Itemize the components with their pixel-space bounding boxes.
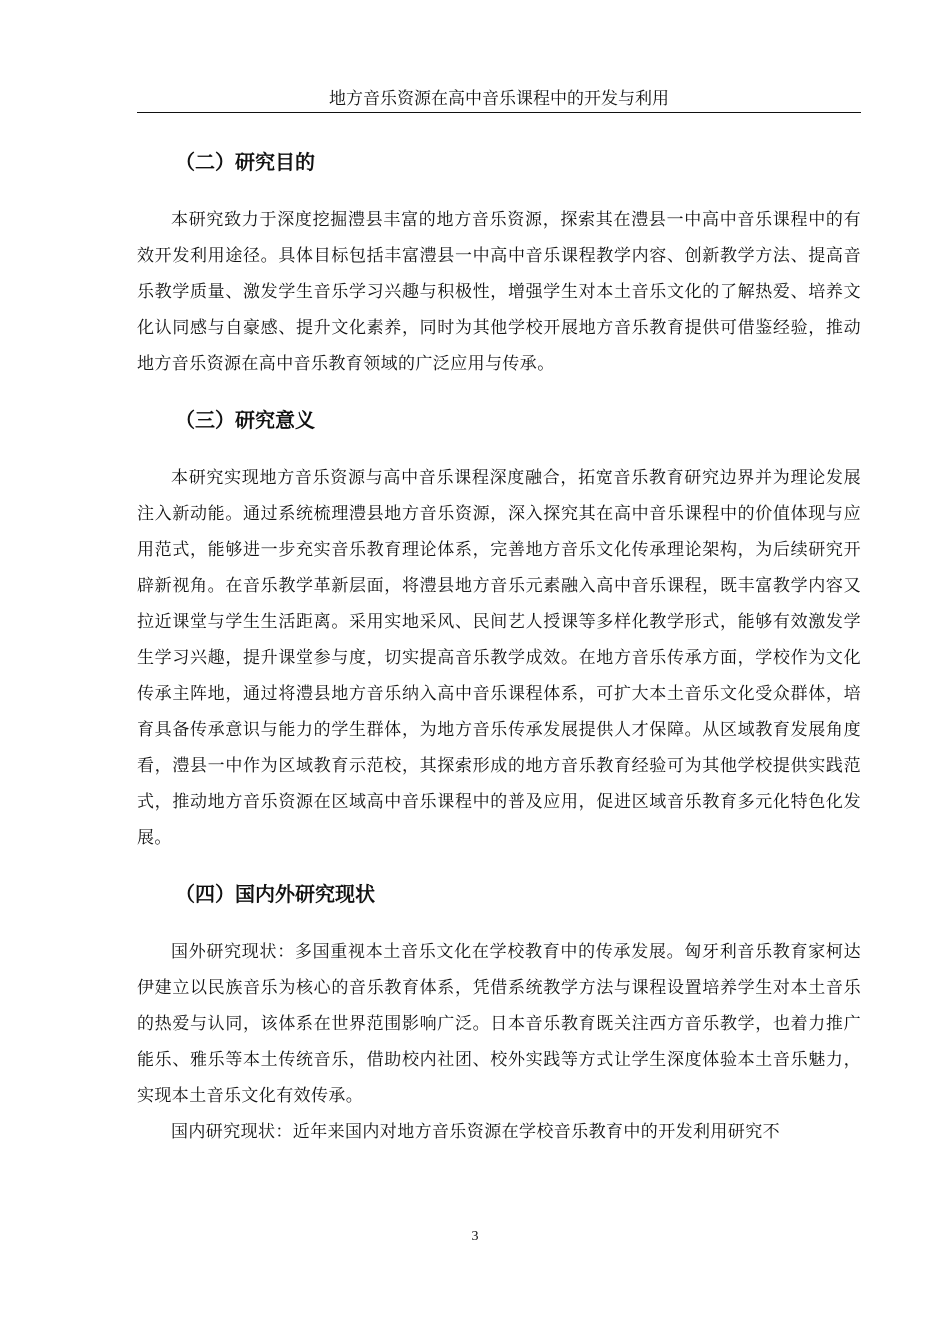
- section-heading-status: （四）国内外研究现状: [175, 882, 375, 906]
- page-number: 3: [471, 1229, 479, 1244]
- running-header: 地方音乐资源在高中音乐课程中的开发与利用: [329, 89, 669, 109]
- page-body: [137, 144, 861, 1150]
- paragraph-significance: 本研究实现地方音乐资源与高中音乐课程深度融合，拓宽音乐教育研究边界并为理论发展注入新动能。通过系统梳理澧县地方音乐资源，深入探究其在高中音乐课程中的价值体现与应用范式，能够进一步充实音乐教育理论体系，完善地方音乐文化传承理论架构，为后续研究开辟新视角。在音乐教学革新层面，将澧县地方音乐元素融入高中音乐课程，既丰富教学内容又拉近课堂与学生生活距离。采用实地采风、民间艺人授课等多样化教学形式，能够有效激发学生学习兴趣，提升课堂参与度，切实提高音乐教学成效。在地方音乐传承方面，学校作为文化传承主阵地，通过将澧县地方音乐纳入高中音乐课程体系，可扩大本土音乐文化受众群体，培育具备传承意识与能力的学生群体，为地方音乐传承发展提供人才保障。从区域教育发展角度看，澧县一中作为区域教育示范校，其探索形成的地方音乐教育经验可为其他学校提供实践范式，推动地方音乐资源在区域高中音乐课程中的普及应用，促进区域音乐教育多元化特色化发展。: [137, 468, 861, 848]
- paragraph-foreign-status: 国外研究现状：多国重视本土音乐文化在学校教育中的传承发展。匈牙利音乐教育家柯达伊建立以民族音乐为核心的音乐教育体系，凭借系统教学方法与课程设置培养学生对本土音乐的热爱与认同，该体系在世界范围影响广泛。日本音乐教育既关注西方音乐教学，也着力推广能乐、雅乐等本土传统音乐，借助校内社团、校外实践等方式让学生深度体验本土音乐魅力，实现本土音乐文化有效传承。: [137, 942, 861, 1106]
- section-heading-significance: （三）研究意义: [175, 408, 315, 432]
- section-heading-goal: （二）研究目的: [175, 150, 315, 174]
- header-divider: [137, 112, 861, 113]
- paragraph-goal: 本研究致力于深度挖掘澧县丰富的地方音乐资源，探索其在澧县一中高中音乐课程中的有效开发利用途径。具体目标包括丰富澧县一中高中音乐课程教学内容、创新教学方法、提高音乐教学质量、激发学生音乐学习兴趣与积极性，增强学生对本土音乐文化的了解热爱、培养文化认同感与自豪感、提升文化素养，同时为其他学校开展地方音乐教育提供可借鉴经验，推动地方音乐资源在高中音乐教育领域的广泛应用与传承。: [137, 210, 861, 374]
- paragraph-domestic-status: 国内研究现状：近年来国内对地方音乐资源在学校音乐教育中的开发利用研究不: [171, 1122, 780, 1142]
